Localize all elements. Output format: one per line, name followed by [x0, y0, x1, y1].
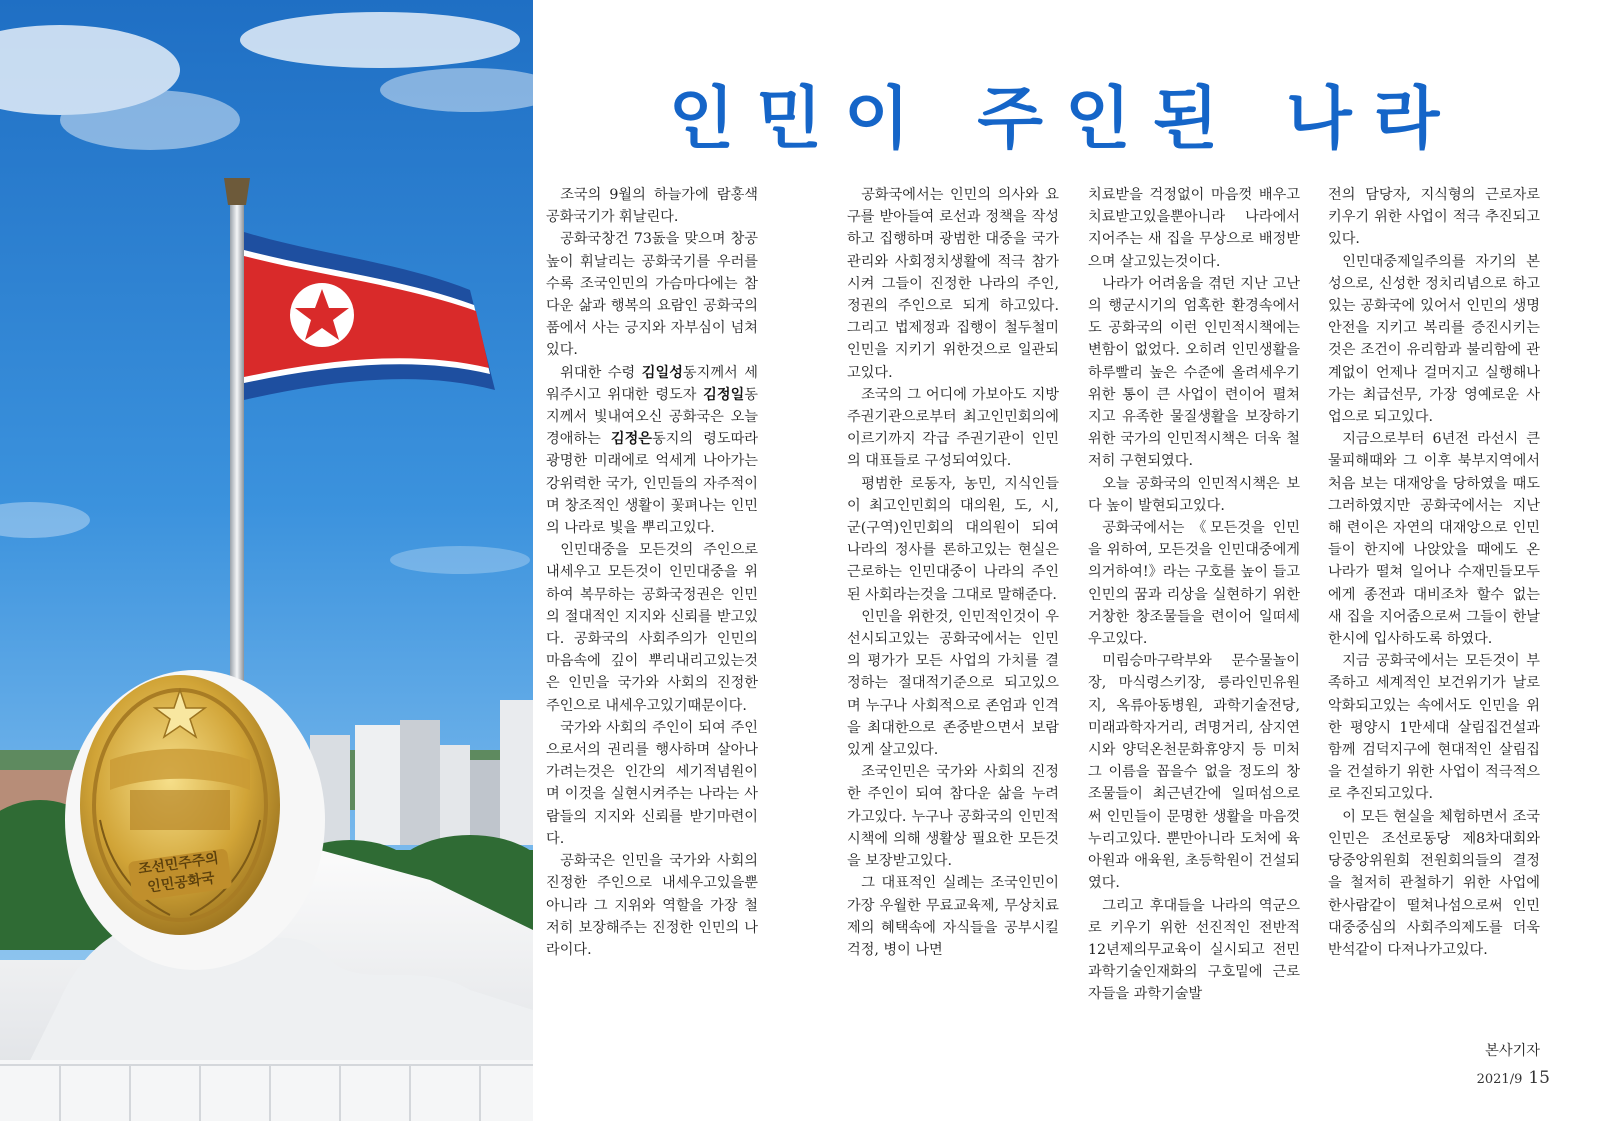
leader-name: 김일성 [641, 364, 683, 381]
emblem-text-2: 인민공화국 [146, 870, 216, 896]
paragraph: 인민대중제일주의를 자기의 본성으로, 신성한 정치리념으로 하고있는 공화국에 있어서 인민의 생명안전을 지키고 복리를 증진시키는것은 조건이 유리함과 불리함에 관계없이 언제나 걸머지고 실행해나가는 최급선무, 가장 영예로운 사업으로 되고있다. [1328, 253, 1540, 426]
paragraph: 나라가 어려움을 겪던 지난 고난의 행군시기의 엄혹한 환경속에서도 공화국의 이런 인민적시책에는 변함이 없었다. 오히려 인민생활을 하루빨리 높은 수준에 올려세우기 위한 통이 큰 사업이 련이어 펼쳐지고 유족한 물질생활을 보장하기 위한 국가의 인민적시책은 더욱 철저히 구현되였다. [1088, 275, 1300, 470]
issue-date: 2021/9 [1476, 1072, 1523, 1087]
article-column-4 [1328, 184, 1540, 961]
paragraph: 전의 담당자, 지식형의 근로자로 키우기 위한 사업이 적극 추진되고있다. [1328, 187, 1540, 248]
emblem-text-1: 조선민주주의 [137, 850, 220, 878]
article-title: 인민이 주인된 나라 [668, 80, 1462, 159]
paragraph: 조국인민은 국가와 사회의 진정한 주인이 되여 참다운 삶을 누려가고있다. 누구나 공화국의 인민적시책에 의해 생활상 필요한 모든것을 보장받고있다. [847, 764, 1059, 870]
paragraph: 미림승마구락부와 문수물놀이장, 마식령스키장, 릉라인민유원지, 옥류아동병원, 과학기술전당, 미래과학자거리, 려명거리, 삼지연시와 양덕온천문화휴양지 등 미처 그 이름을 꼽을수 없을 정도의 창조물들이 최근년간에 일떠섬으로써 인민들이 문명한 생활을 마음껏 누리고있다. 뿐만아니라 도처에 육아원과 애육원, 초등학원이 건설되였다. [1088, 653, 1300, 892]
leader-name: 김정은 [610, 431, 652, 448]
article-column-1 [546, 184, 758, 961]
flag-and-emblem-photo [0, 0, 533, 1121]
article-column-2 [847, 184, 1059, 961]
paragraph: 지금으로부터 6년전 라선시 큰물피해때와 그 이후 북부지역에서 처음 보는 대재앙을 당하였을 때도 그러하였지만 공화국에서는 지난해 련이은 자연의 대재앙으로 인민들이 한지에 나앉았을 때에도 온 나라가 떨쳐 일어나 수재민들모두에게 종전과 대비조차 할수 없는 새 집을 지어줌으로써 그들이 한날한시에 입사하도록 하였다. [1328, 431, 1540, 648]
state-emblem [80, 675, 280, 935]
paragraph: 그리고 후대들을 나라의 역군으로 키우기 위한 선진적인 전반적12년제의무교육이 실시되고 전민과학기술인재화의 구호밑에 근로자들을 과학기술발 [1088, 897, 1300, 1003]
byline: 본사기자 [1485, 1043, 1540, 1059]
paragraph: 인민을 위한것, 인민적인것이 우선시되고있는 공화국에서는 인민의 평가가 모든 사업의 가치를 결정하는 절대적기준으로 되고있으며 누구나 사회적으로 존엄과 인격을 최대한으로 존중받으면서 보람있게 살고있다. [847, 608, 1059, 759]
paragraph: 공화국은 인민을 국가와 사회의 진정한 주인으로 내세우고있을뿐아니라 그 지위와 역할을 가장 철저히 보장해주는 진정한 인민의 나라이다. [546, 853, 758, 958]
paragraph: 국가와 사회의 주인이 되여 주인으로서의 권리를 행사하며 살아나가려는것은 인간의 세기적념원이며 이것을 실현시켜주는 나라는 사람들의 지지와 신뢰를 받기마련이다. [546, 719, 758, 847]
paragraph: 치료받을 걱정없이 마음껏 배우고 치료받고있을뿐아니라 나라에서 지어주는 새 집을 무상으로 배정받으며 살고있는것이다. [1088, 187, 1300, 270]
paragraph: 조국의 그 어디에 가보아도 지방주권기관으로부터 최고인민회의에 이르기까지 각급 주권기관이 인민의 대표들로 구성되여있다. [847, 386, 1059, 470]
paragraph: 평범한 로동자, 농민, 지식인들이 최고인민회의 대의원, 도, 시, 군(구역)인민회의 대의원이 되여 나라의 정사를 론하고있는 현실은 근로하는 인민대중이 나라의 주인된 사회라는것을 그대로 말해준다. [847, 475, 1059, 603]
page-folio [1420, 1068, 1550, 1088]
flag-pole [230, 190, 244, 710]
paragraph: 지금 공화국에서는 모든것이 부족하고 세계적인 보건위기가 날로 악화되고있는 속에서도 인민을 위한 평양시 1만세대 살림집건설과 함께 검덕지구에 현대적인 살림집을 건설하기 위한 사업이 적극적으로 추진되고있다. [1328, 653, 1540, 803]
leader-name: 김정일 [703, 386, 745, 403]
pole-finial [224, 178, 250, 205]
paragraph: 이 모든 현실을 체험하면서 조국인민은 조선로동당 제8차대회와 당중앙위원회 전원회의들의 결정을 철저히 관철하기 위한 사업에 한사람같이 떨쳐나섬으로써 인민대중중심의 사회주의제도를 더욱 반석같이 다져나가고있다. [1328, 808, 1540, 958]
paragraph: 조국의 9월의 하늘가에 람홍색공화국기가 휘날린다. [546, 187, 758, 226]
paragraph: 오늘 공화국의 인민적시책은 보다 높이 발현되고있다. [1088, 475, 1300, 514]
paragraph: 공화국에서는 인민의 의사와 요구를 받아들여 로선과 정책을 작성하고 집행하며 광범한 대중을 국가관리와 사회정치생활에 적극 참가시켜 그들이 진정한 나라의 주인, 정권의 주인으로 되게 하고있다. 그리고 법제정과 집행이 철두철미 인민을 지키기 위한것으로 일관되고있다. [847, 187, 1059, 381]
paragraph: 공화국창건 73돐을 맞으며 창공높이 휘날리는 공화국기를 우러를수록 조국인민의 가슴마다에는 참다운 삶과 행복의 요람인 공화국의 품에서 사는 긍지와 자부심이 넘쳐있다. [546, 231, 758, 359]
paragraph: 인민대중을 모든것의 주인으로 내세우고 모든것이 인민대중을 위하여 복무하는 공화국정권은 인민의 절대적인 지지와 신뢰를 받고있다. 공화국의 사회주의가 인민의 마음속에 깊이 뿌리내리고있는것은 인민을 국가와 사회의 진정한 주인으로 내세우고있기때문이다. [546, 542, 758, 714]
page-number: 15 [1528, 1068, 1550, 1088]
paragraph: 위대한 수령 김일성동지께서 세워주시고 위대한 령도자 김정일동지께서 빛내여오신 공화국은 오늘 경애하는 김정은동지의 령도따라 광명한 미래에로 억세게 나아가는 강위력한 국가, 인민들의 자주적이며 창조적인 생활이 꽃펴나는 인민의 나라로 빛을 뿌리고있다. [546, 364, 758, 537]
paragraph: 그 대표적인 실례는 조국인민이 가장 우월한 무료교육제, 무상치료제의 혜택속에 자식들을 공부시킬 걱정, 병이 나면 [847, 875, 1059, 958]
paragraph: 공화국에서는 《모든것을 인민을 위하여, 모든것을 인민대중에게 의거하여!》라는 구호를 높이 들고 인민의 꿈과 리상을 실현하기 위한 거창한 창조물들을 련이어 일떠세우고있다. [1088, 520, 1300, 648]
article-column-3 [1088, 184, 1300, 1006]
cover-photo [0, 0, 533, 1121]
